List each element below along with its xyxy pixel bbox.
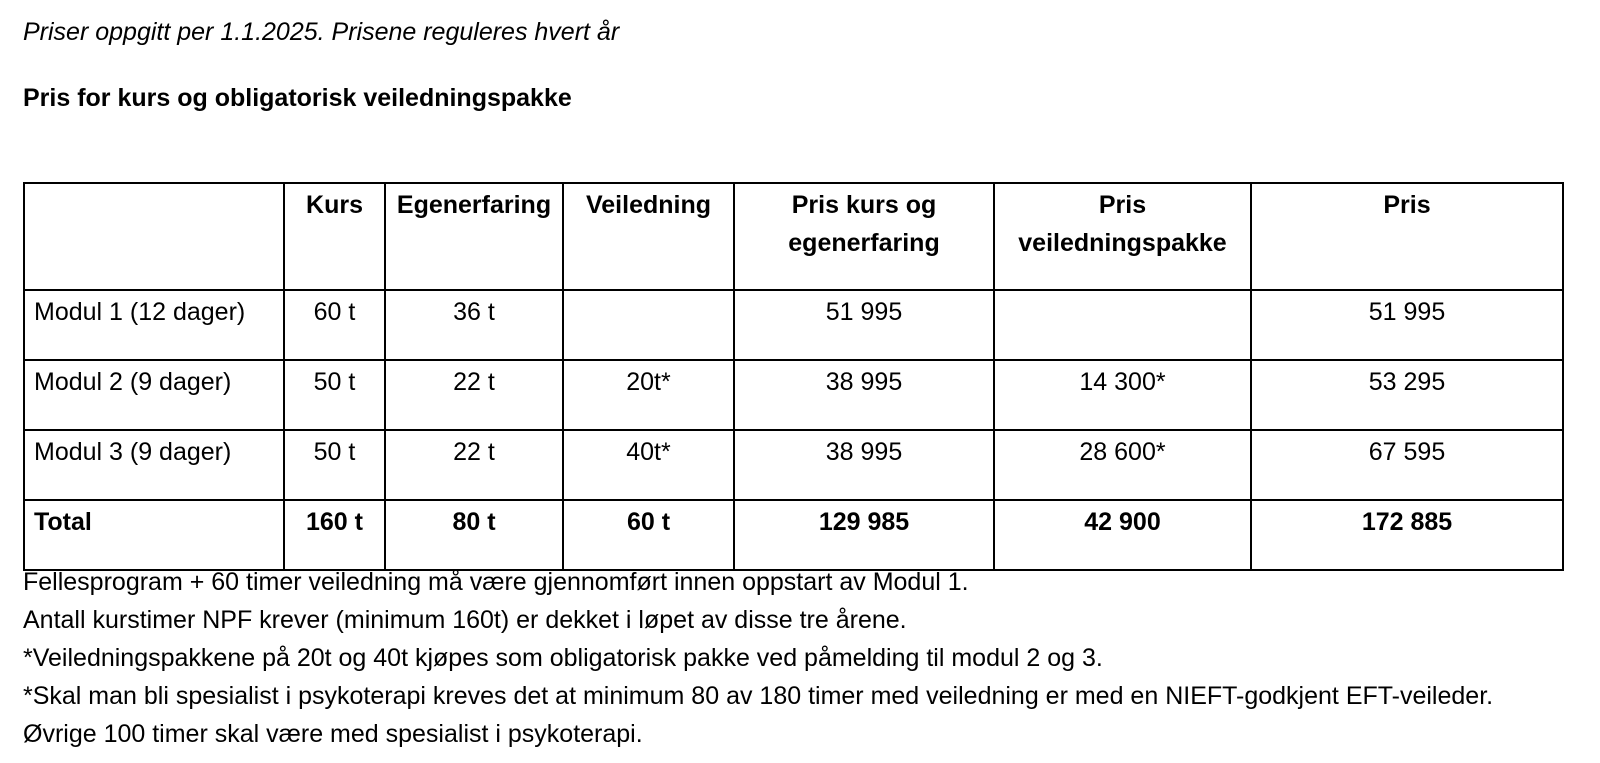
note-kurstimer: Antall kurstimer NPF krever (minimum 160t) er dekket i løpet av disse tre årene. <box>23 606 907 634</box>
total-pris-veiledningspakke: 42 900 <box>994 500 1251 570</box>
cell-kurs: 60 t <box>284 290 385 360</box>
price-table <box>23 182 1564 571</box>
note-fellesprogram: Fellesprogram + 60 timer veiledning må være gjennomført innen oppstart av Modul 1. <box>23 568 969 596</box>
section-title: Pris for kurs og obligatorisk veiledningspakke <box>23 84 572 112</box>
total-veiledning: 60 t <box>563 500 734 570</box>
total-pris-kurs-egenerfaring: 129 985 <box>734 500 994 570</box>
header-veiledning: Veiledning <box>563 183 734 290</box>
cell-pris-kurs-egenerfaring: 51 995 <box>734 290 994 360</box>
cell-pris: 53 295 <box>1251 360 1563 430</box>
header-pris: Pris <box>1251 183 1563 290</box>
note-spesialist: *Skal man bli spesialist i psykoterapi kreves det at minimum 80 av 180 timer med veiledning er med en NIEFT-godkjent EFT-veileder. Øvrige 100 timer skal være med spesialist i psykoterapi. <box>23 682 1494 748</box>
row-label: Modul 1 (12 dager) <box>24 290 284 360</box>
total-label: Total <box>24 500 284 570</box>
total-pris: 172 885 <box>1251 500 1563 570</box>
row-label: Modul 2 (9 dager) <box>24 360 284 430</box>
cell-pris-veiledningspakke: 28 600* <box>994 430 1251 500</box>
cell-pris-kurs-egenerfaring: 38 995 <box>734 430 994 500</box>
cell-veiledning <box>563 290 734 360</box>
cell-egenerfaring: 22 t <box>385 360 563 430</box>
cell-veiledning: 20t* <box>563 360 734 430</box>
cell-pris: 51 995 <box>1251 290 1563 360</box>
total-egenerfaring: 80 t <box>385 500 563 570</box>
table-row <box>24 290 1563 360</box>
cell-egenerfaring: 36 t <box>385 290 563 360</box>
header-label-empty <box>24 183 284 290</box>
cell-pris: 67 595 <box>1251 430 1563 500</box>
cell-egenerfaring: 22 t <box>385 430 563 500</box>
table-header-row <box>24 183 1563 290</box>
table-total-row <box>24 500 1563 570</box>
header-pris-kurs-egenerfaring: Pris kurs og egenerfaring <box>734 183 994 290</box>
notes <box>23 563 1553 753</box>
header-egenerfaring: Egenerfaring <box>385 183 563 290</box>
cell-pris-veiledningspakke <box>994 290 1251 360</box>
note-veiledningspakker: *Veiledningspakkene på 20t og 40t kjøpes som obligatorisk pakke ved påmelding til modul 2 og 3. <box>23 644 1103 672</box>
cell-pris-kurs-egenerfaring: 38 995 <box>734 360 994 430</box>
header-pris-veiledningspakke: Pris veiledningspakke <box>994 183 1251 290</box>
total-kurs: 160 t <box>284 500 385 570</box>
table-row <box>24 360 1563 430</box>
cell-veiledning: 40t* <box>563 430 734 500</box>
row-label: Modul 3 (9 dager) <box>24 430 284 500</box>
cell-pris-veiledningspakke: 14 300* <box>994 360 1251 430</box>
cell-kurs: 50 t <box>284 430 385 500</box>
cell-kurs: 50 t <box>284 360 385 430</box>
table-row <box>24 430 1563 500</box>
header-kurs: Kurs <box>284 183 385 290</box>
intro-text: Priser oppgitt per 1.1.2025. Prisene reguleres hvert år <box>23 18 620 46</box>
